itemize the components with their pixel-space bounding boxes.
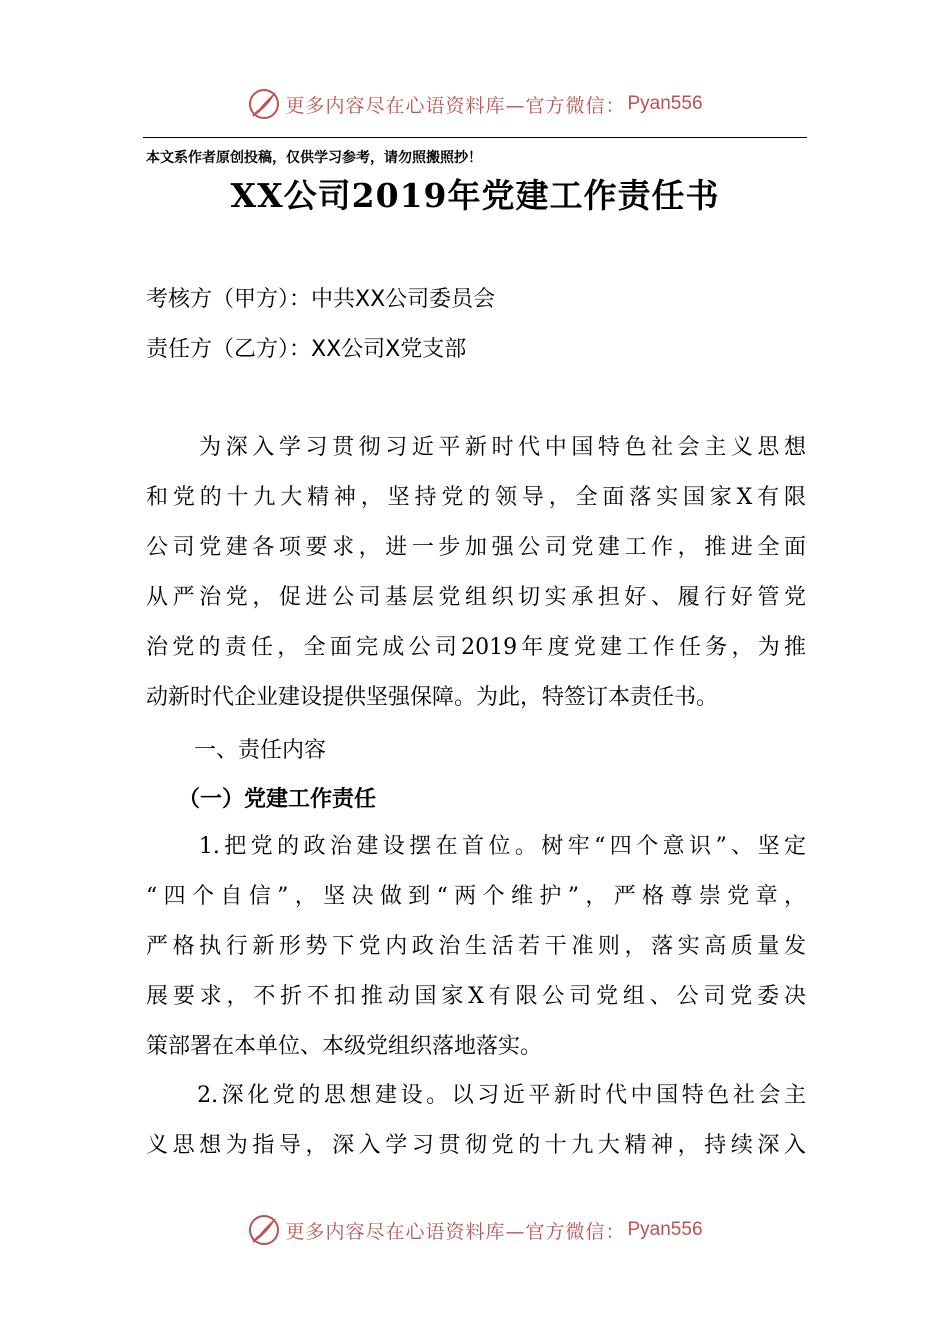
- banner-text: 更多内容尽在心语资料库—官方微信：: [285, 1220, 626, 1243]
- paragraph-line: 严格执行新形势下党内政治生活若干准则，落实高质量发: [146, 934, 806, 959]
- responsible-line: 责任方（乙方）：XX公司X党支部: [146, 337, 467, 362]
- paragraph-line: 从严治党，促进公司基层党组织切实承担好、履行好管党: [146, 585, 806, 610]
- paragraph-line: 和党的十九大精神，坚持党的领导，全面落实国家X有限: [146, 485, 806, 510]
- paragraph-line: 展要求，不折不扣推动国家X有限公司党组、公司党委决: [146, 984, 806, 1009]
- quill-logo-icon: [247, 1213, 281, 1247]
- quill-logo-icon: [247, 87, 281, 121]
- paragraph-line: 为深入学习贯彻习近平新时代中国特色社会主义思想: [146, 435, 806, 460]
- section-heading: 一、责任内容: [194, 738, 327, 763]
- banner-wechat-id: Pyan556: [627, 1219, 703, 1240]
- assessor-line: 考核方（甲方）：中共XX公司委员会: [146, 287, 496, 312]
- banner-wechat-id: Pyan556: [627, 93, 703, 114]
- paragraph-line: 2.深化党的思想建设。以习近平新时代中国特色社会主: [146, 1083, 806, 1108]
- paragraph-line: 治党的责任，全面完成公司2019年度党建工作任务，为推: [146, 635, 806, 660]
- paragraph-line: 策部署在本单位、本级党组织落地落实。: [146, 1034, 543, 1059]
- paragraph-line: “四个自信”，坚决做到“两个维护”，严格尊崇党章，: [146, 884, 806, 909]
- watermark-banner-bottom: [0, 1208, 950, 1252]
- paragraph-line: 动新时代企业建设提供坚强保障。为此，特签订本责任书。: [146, 685, 719, 710]
- subsection-heading: （一）党建工作责任: [178, 787, 377, 812]
- watermark-banner-top: [0, 82, 950, 126]
- copyright-note: 本文系作者原创投稿，仅供学习参考，请勿照搬照抄！: [146, 150, 482, 166]
- document-title: XX公司2019年党建工作责任书: [230, 176, 720, 215]
- paragraph-line: 公司党建各项要求，进一步加强公司党建工作，推进全面: [146, 535, 806, 560]
- paragraph-line: 1.把党的政治建设摆在首位。树牢“四个意识”、坚定: [146, 834, 806, 859]
- paragraph-line: 义思想为指导，深入学习贯彻党的十九大精神，持续深入: [146, 1133, 806, 1158]
- banner-text: 更多内容尽在心语资料库—官方微信：: [285, 94, 626, 117]
- header-rule: [143, 137, 807, 138]
